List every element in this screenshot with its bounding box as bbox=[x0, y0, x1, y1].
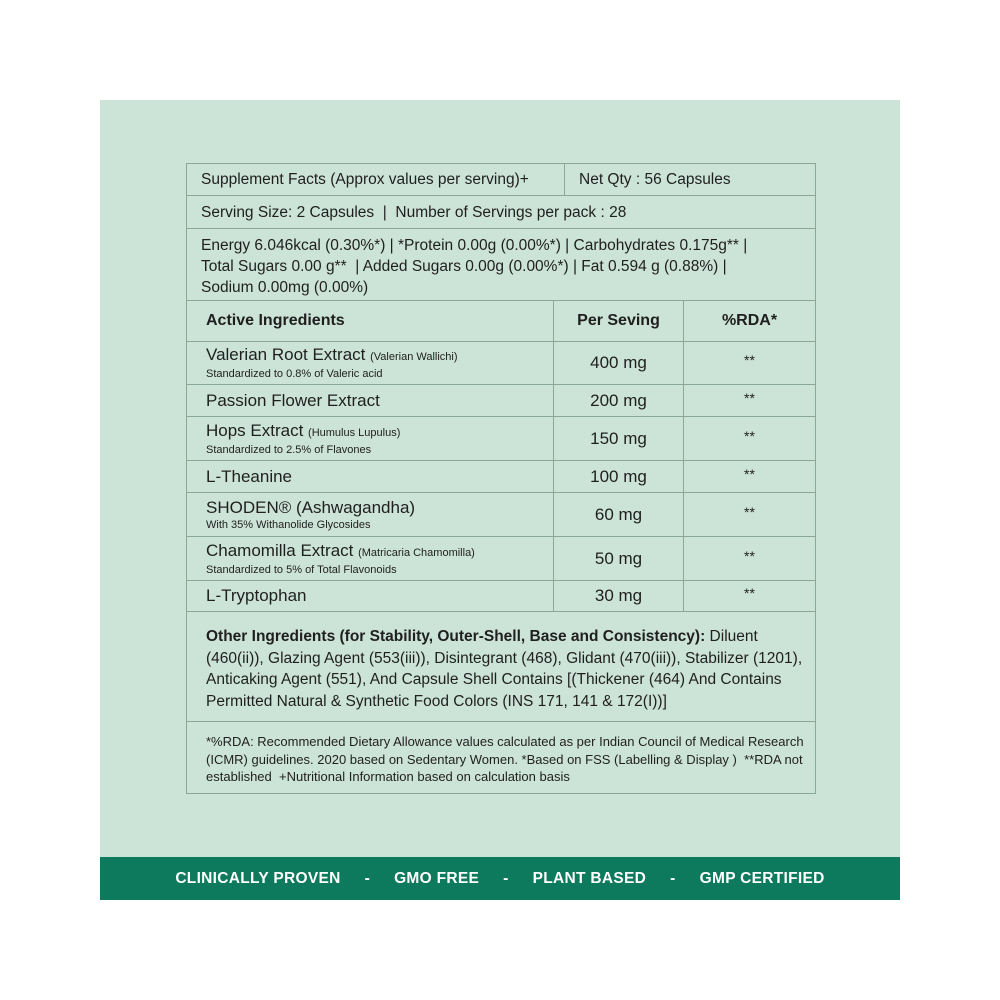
ingredient-cell bbox=[187, 581, 554, 611]
rda-value: ** bbox=[744, 427, 755, 444]
rda-value: ** bbox=[744, 547, 755, 564]
badge-clinically-proven: CLINICALLY PROVEN bbox=[175, 869, 341, 887]
ingredient-botanical: (Humulus Lupulus) bbox=[308, 426, 401, 439]
nutrition-line: Energy 6.046kcal (0.30%*) | *Protein 0.00g (0.00%*) | Carbohydrates 0.175g** | bbox=[201, 237, 748, 254]
table-row bbox=[187, 493, 815, 537]
other-ingredients-label: Other Ingredients (for Stability, Outer-Shell, Base and Consistency): bbox=[206, 628, 706, 645]
rda-value: ** bbox=[744, 585, 755, 601]
footnote: *%RDA: Recommended Dietary Allowance values calculated as per Indian Council of Medical Research (ICMR) guidelines. 2020 based on Sedentary Women. *Based on FSS (Labelling & Display ) **RDA not established +Nutritional Information based on calculation basis bbox=[206, 734, 808, 784]
ingredient-cell bbox=[187, 537, 554, 580]
ingredient-name: Passion Flower Extract bbox=[206, 390, 380, 410]
badge-plant-based: PLANT BASED bbox=[532, 869, 647, 887]
badge-gmp-certified: GMP CERTIFIED bbox=[699, 869, 825, 887]
claims-band bbox=[100, 857, 900, 900]
header-per-serving: Per Seving bbox=[554, 301, 684, 341]
ingredients-header-row bbox=[187, 301, 815, 342]
per-serving-value: 60 mg bbox=[554, 493, 684, 536]
nutrition-line: Sodium 0.00mg (0.00%) bbox=[201, 279, 369, 296]
ingredient-cell bbox=[187, 461, 554, 492]
ingredient-name: Chamomilla Extract bbox=[206, 540, 354, 560]
ingredient-cell bbox=[187, 385, 554, 416]
badge-gmo-free: GMO FREE bbox=[394, 869, 480, 887]
badge-separator: - bbox=[670, 869, 676, 887]
ingredient-note: Standardized to 2.5% of Flavones bbox=[206, 443, 372, 456]
rda-value: ** bbox=[744, 389, 755, 406]
rda-value: ** bbox=[744, 503, 755, 520]
per-serving-value: 400 mg bbox=[554, 342, 684, 384]
ingredient-note: Standardized to 5% of Total Flavonoids bbox=[206, 563, 397, 576]
table-row bbox=[187, 461, 815, 493]
header-active-ingredients: Active Ingredients bbox=[187, 301, 554, 341]
table-row bbox=[187, 342, 815, 385]
facts-title: Supplement Facts (Approx values per serving)+ bbox=[187, 164, 565, 195]
per-serving-value: 100 mg bbox=[554, 461, 684, 492]
rda-value: ** bbox=[744, 465, 755, 482]
per-serving-value: 50 mg bbox=[554, 537, 684, 580]
header-rda: %RDA* bbox=[721, 312, 778, 329]
table-row bbox=[187, 385, 815, 417]
per-serving-value: 150 mg bbox=[554, 417, 684, 460]
ingredient-name: L-Tryptophan bbox=[206, 586, 307, 605]
per-serving-value: 200 mg bbox=[554, 385, 684, 416]
ingredient-cell bbox=[187, 417, 554, 460]
ingredient-botanical: (Valerian Wallichi) bbox=[370, 351, 458, 363]
table-row bbox=[187, 417, 815, 461]
badge-separator: - bbox=[503, 869, 509, 887]
net-quantity: Net Qty : 56 Capsules bbox=[579, 171, 731, 188]
ingredient-note: Standardized to 0.8% of Valeric acid bbox=[206, 368, 383, 380]
other-ingredients-text: Diluent (460(ii)), Glazing Agent (553(iii)), Disintegrant (468), Glidant (470(iii)), Stabilizer (1201), Anticaking Agent (551), And Capsule Shell Contains [(Thickener (464) And Contains Permitted Natural & Synthetic Food Colors (INS 171, 141 & 172(I))] bbox=[206, 628, 803, 710]
ingredient-cell bbox=[187, 493, 554, 536]
table-row bbox=[187, 581, 815, 612]
table-row bbox=[187, 537, 815, 581]
nutrition-info bbox=[187, 229, 815, 301]
ingredient-note: With 35% Withanolide Glycosides bbox=[206, 518, 371, 531]
ingredient-cell bbox=[187, 342, 554, 384]
label-panel bbox=[100, 100, 900, 900]
supplement-facts-table bbox=[186, 163, 816, 794]
ingredient-name: Hops Extract bbox=[206, 420, 304, 440]
facts-header-row bbox=[187, 164, 815, 196]
ingredient-name: SHODEN® (Ashwagandha) bbox=[206, 497, 416, 517]
nutrition-line: Total Sugars 0.00 g** | Added Sugars 0.00g (0.00%*) | Fat 0.594 g (0.88%) | bbox=[201, 258, 727, 275]
ingredient-name: L-Theanine bbox=[206, 466, 293, 486]
ingredient-name: Valerian Root Extract bbox=[206, 345, 366, 364]
ingredient-botanical: (Matricaria Chamomilla) bbox=[358, 546, 475, 559]
per-serving-value: 30 mg bbox=[554, 581, 684, 611]
badge-separator: - bbox=[364, 869, 371, 887]
rda-value: ** bbox=[744, 352, 755, 368]
serving-info: Serving Size: 2 Capsules | Number of Servings per pack : 28 bbox=[187, 196, 815, 229]
other-ingredients bbox=[187, 612, 815, 722]
